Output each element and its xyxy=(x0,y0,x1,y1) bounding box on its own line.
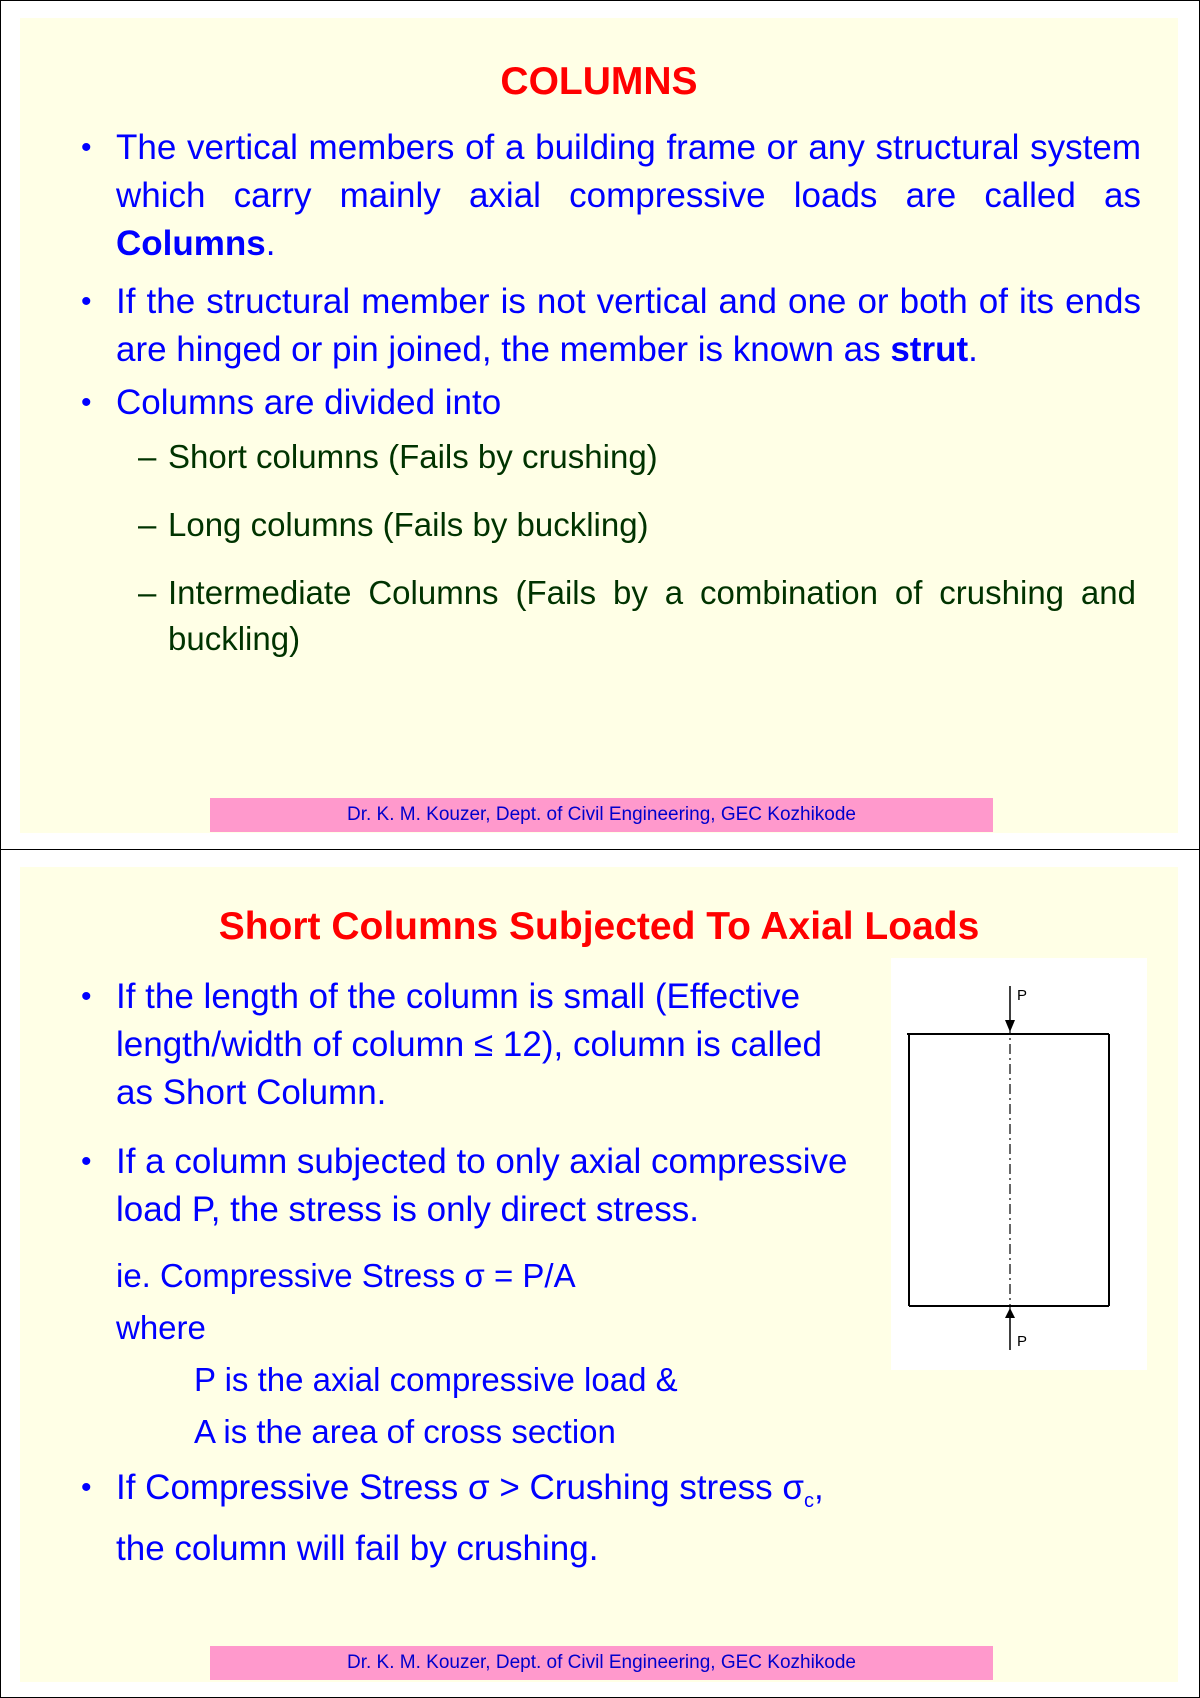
bullet-text: If the length of the column is small (Effective length/width of column ≤ 12), column is called as Short Column. xyxy=(116,977,822,1112)
definition-a: A is the area of cross section xyxy=(194,1413,616,1450)
bullet-text: If the structural member is not vertical and one or both of its ends are hinged or pin joined, the member is known as strut. xyxy=(116,282,1141,369)
bullet-dot-icon: • xyxy=(81,980,92,1013)
arrowhead-down-icon xyxy=(1005,1020,1015,1032)
slide-title: Short Columns Subjected To Axial Loads xyxy=(218,905,980,948)
where-text: where xyxy=(116,1309,206,1346)
arrowhead-up-icon xyxy=(1005,1308,1015,1318)
bullet-dot-icon: • xyxy=(81,386,92,419)
bullet-dot-icon: • xyxy=(81,131,92,164)
dash-icon: – xyxy=(138,574,157,611)
bullet-text: If Compressive Stress σ > Crushing stress $\sigma_c$, the column will fail by crushing. xyxy=(116,1468,824,1568)
dash-icon: – xyxy=(138,506,157,543)
slide-short-columns xyxy=(0,849,1200,1698)
slide-panel xyxy=(20,867,1178,1682)
slide-footer: Dr. K. M. Kouzer, Dept. of Civil Engineering, GEC Kozhikode xyxy=(210,1646,993,1680)
column-diagram-svg xyxy=(891,958,1147,1370)
bullet-text: The vertical members of a building frame or any structural system which carry mainly axial compressive loads are called as Columns. xyxy=(116,128,1141,263)
bullet-dot-icon: • xyxy=(81,1145,92,1178)
dash-icon: – xyxy=(138,438,157,475)
load-label-top: P xyxy=(1017,987,1028,1004)
slide-panel: COLUMNS • The vertical members of a building frame or any structural system which carry mainly axial compressive loads are called as Columns. • If the structural member is not vertical and one or both of its ends are hinged or pin joined, the member is known as strut. • Columns are divided into – Short columns (Fails by crushing) – Long columns (Fails by buckling) – Intermediate Columns (Fails by a combination of crushing and buckling) Dr. K. M. Kouzer, Dept. of Civil Engineering, GEC Kozhikode xyxy=(20,18,1178,833)
definition-p: P is the axial compressive load & xyxy=(194,1361,678,1398)
column-diagram xyxy=(891,958,1147,1370)
bullet-text: If a column subjected to only axial compressive load P, the stress is only direct stress. xyxy=(116,1142,848,1229)
bullet-dot-icon: • xyxy=(81,285,92,318)
load-label-bottom: P xyxy=(1017,1333,1028,1350)
slide-footer: Dr. K. M. Kouzer, Dept. of Civil Engineering, GEC Kozhikode xyxy=(210,798,993,832)
bullet-dot-icon: • xyxy=(81,1471,92,1504)
slide-title: COLUMNS xyxy=(500,60,698,103)
bullet-text: Columns are divided into xyxy=(116,383,502,422)
formula-text: ie. Compressive Stress σ = P/A xyxy=(116,1257,576,1294)
